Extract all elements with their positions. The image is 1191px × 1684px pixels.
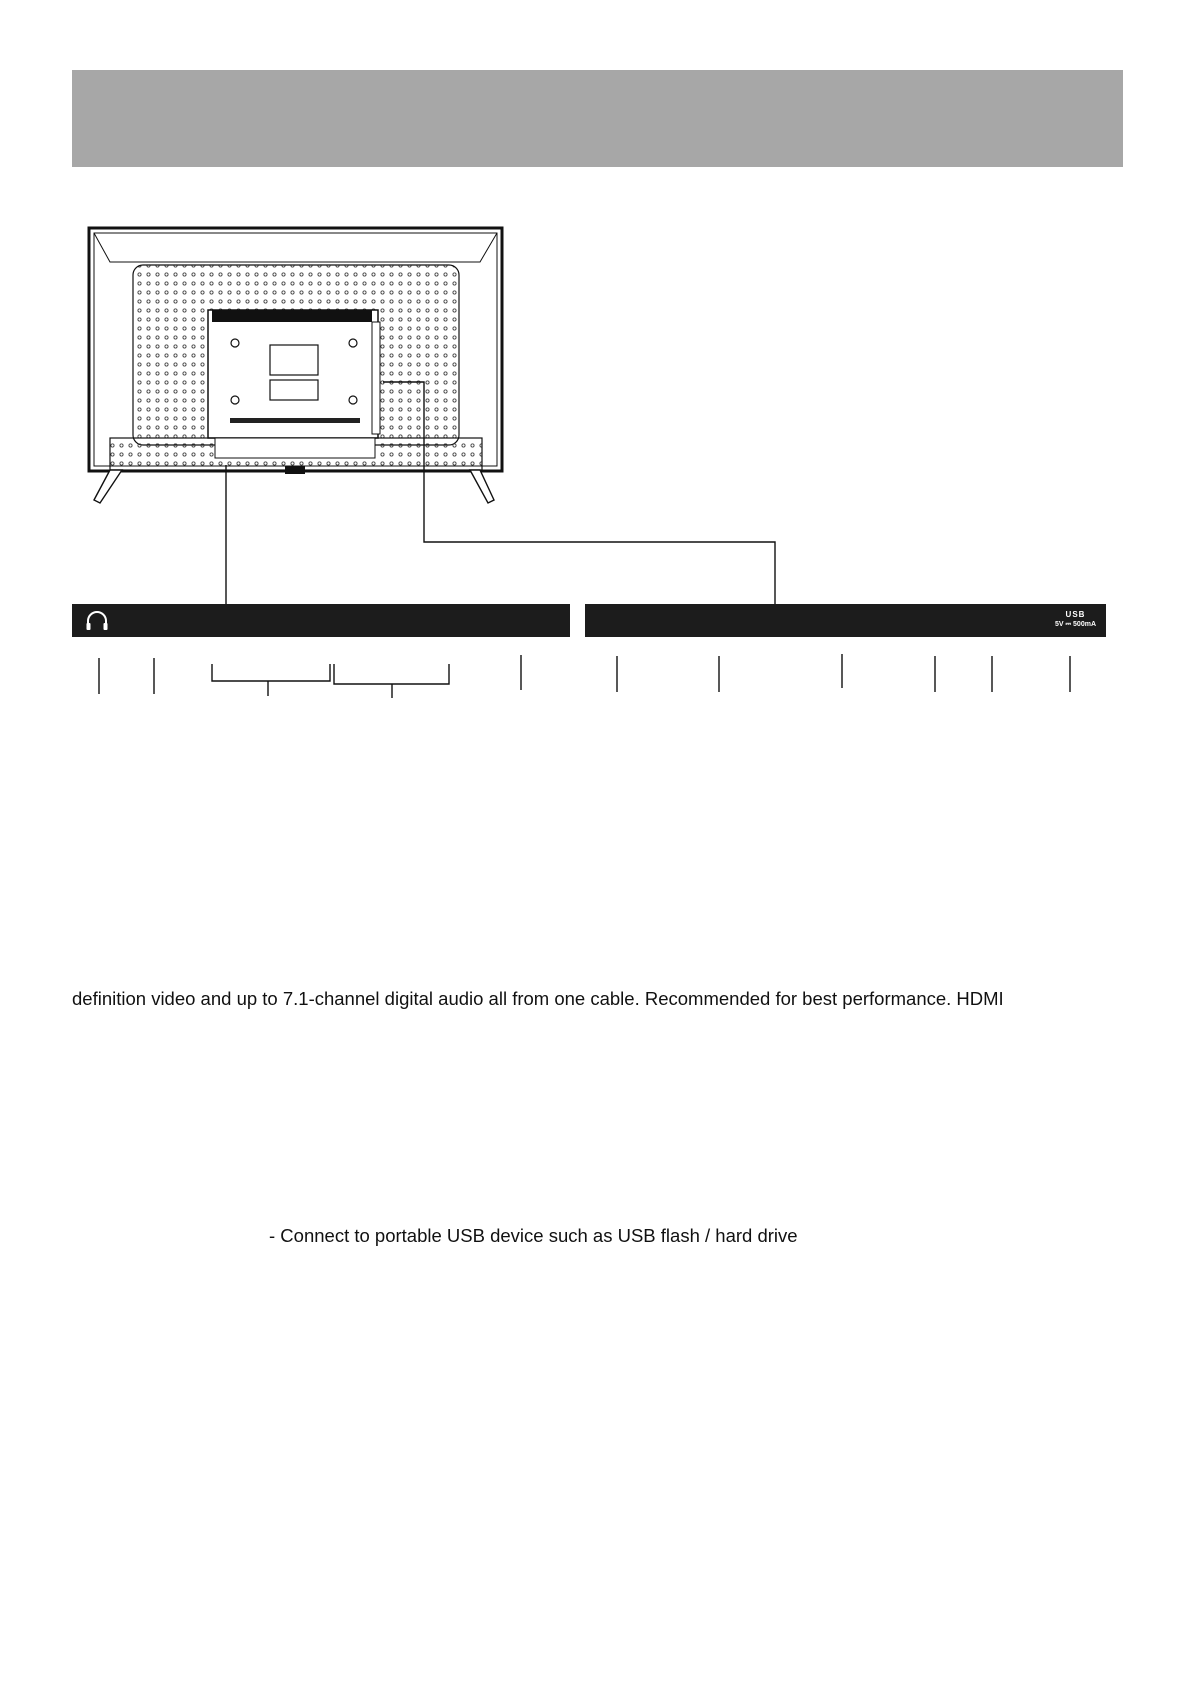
left-stand: [94, 470, 122, 503]
usb-rating-text: 5V ⎓ 500mA: [1055, 621, 1096, 628]
headphone-icon: [84, 608, 110, 634]
usb-description-line: - Connect to portable USB device such as USB flash / hard drive: [269, 1225, 798, 1246]
hdmi-description-line: definition video and up to 7.1-channel digital audio all from one cable. Recommended for best performance. HDMI: [72, 988, 1004, 1009]
left-port-panel: [72, 604, 570, 637]
right-port-ticks: [617, 654, 1070, 692]
tv-back-diagram: [0, 0, 1191, 700]
usb-label-text: USB: [1065, 610, 1086, 619]
usb-port-label: [1055, 611, 1096, 628]
right-port-panel: [585, 604, 1106, 637]
left-port-ticks: [99, 655, 521, 698]
right-stand: [470, 470, 494, 503]
